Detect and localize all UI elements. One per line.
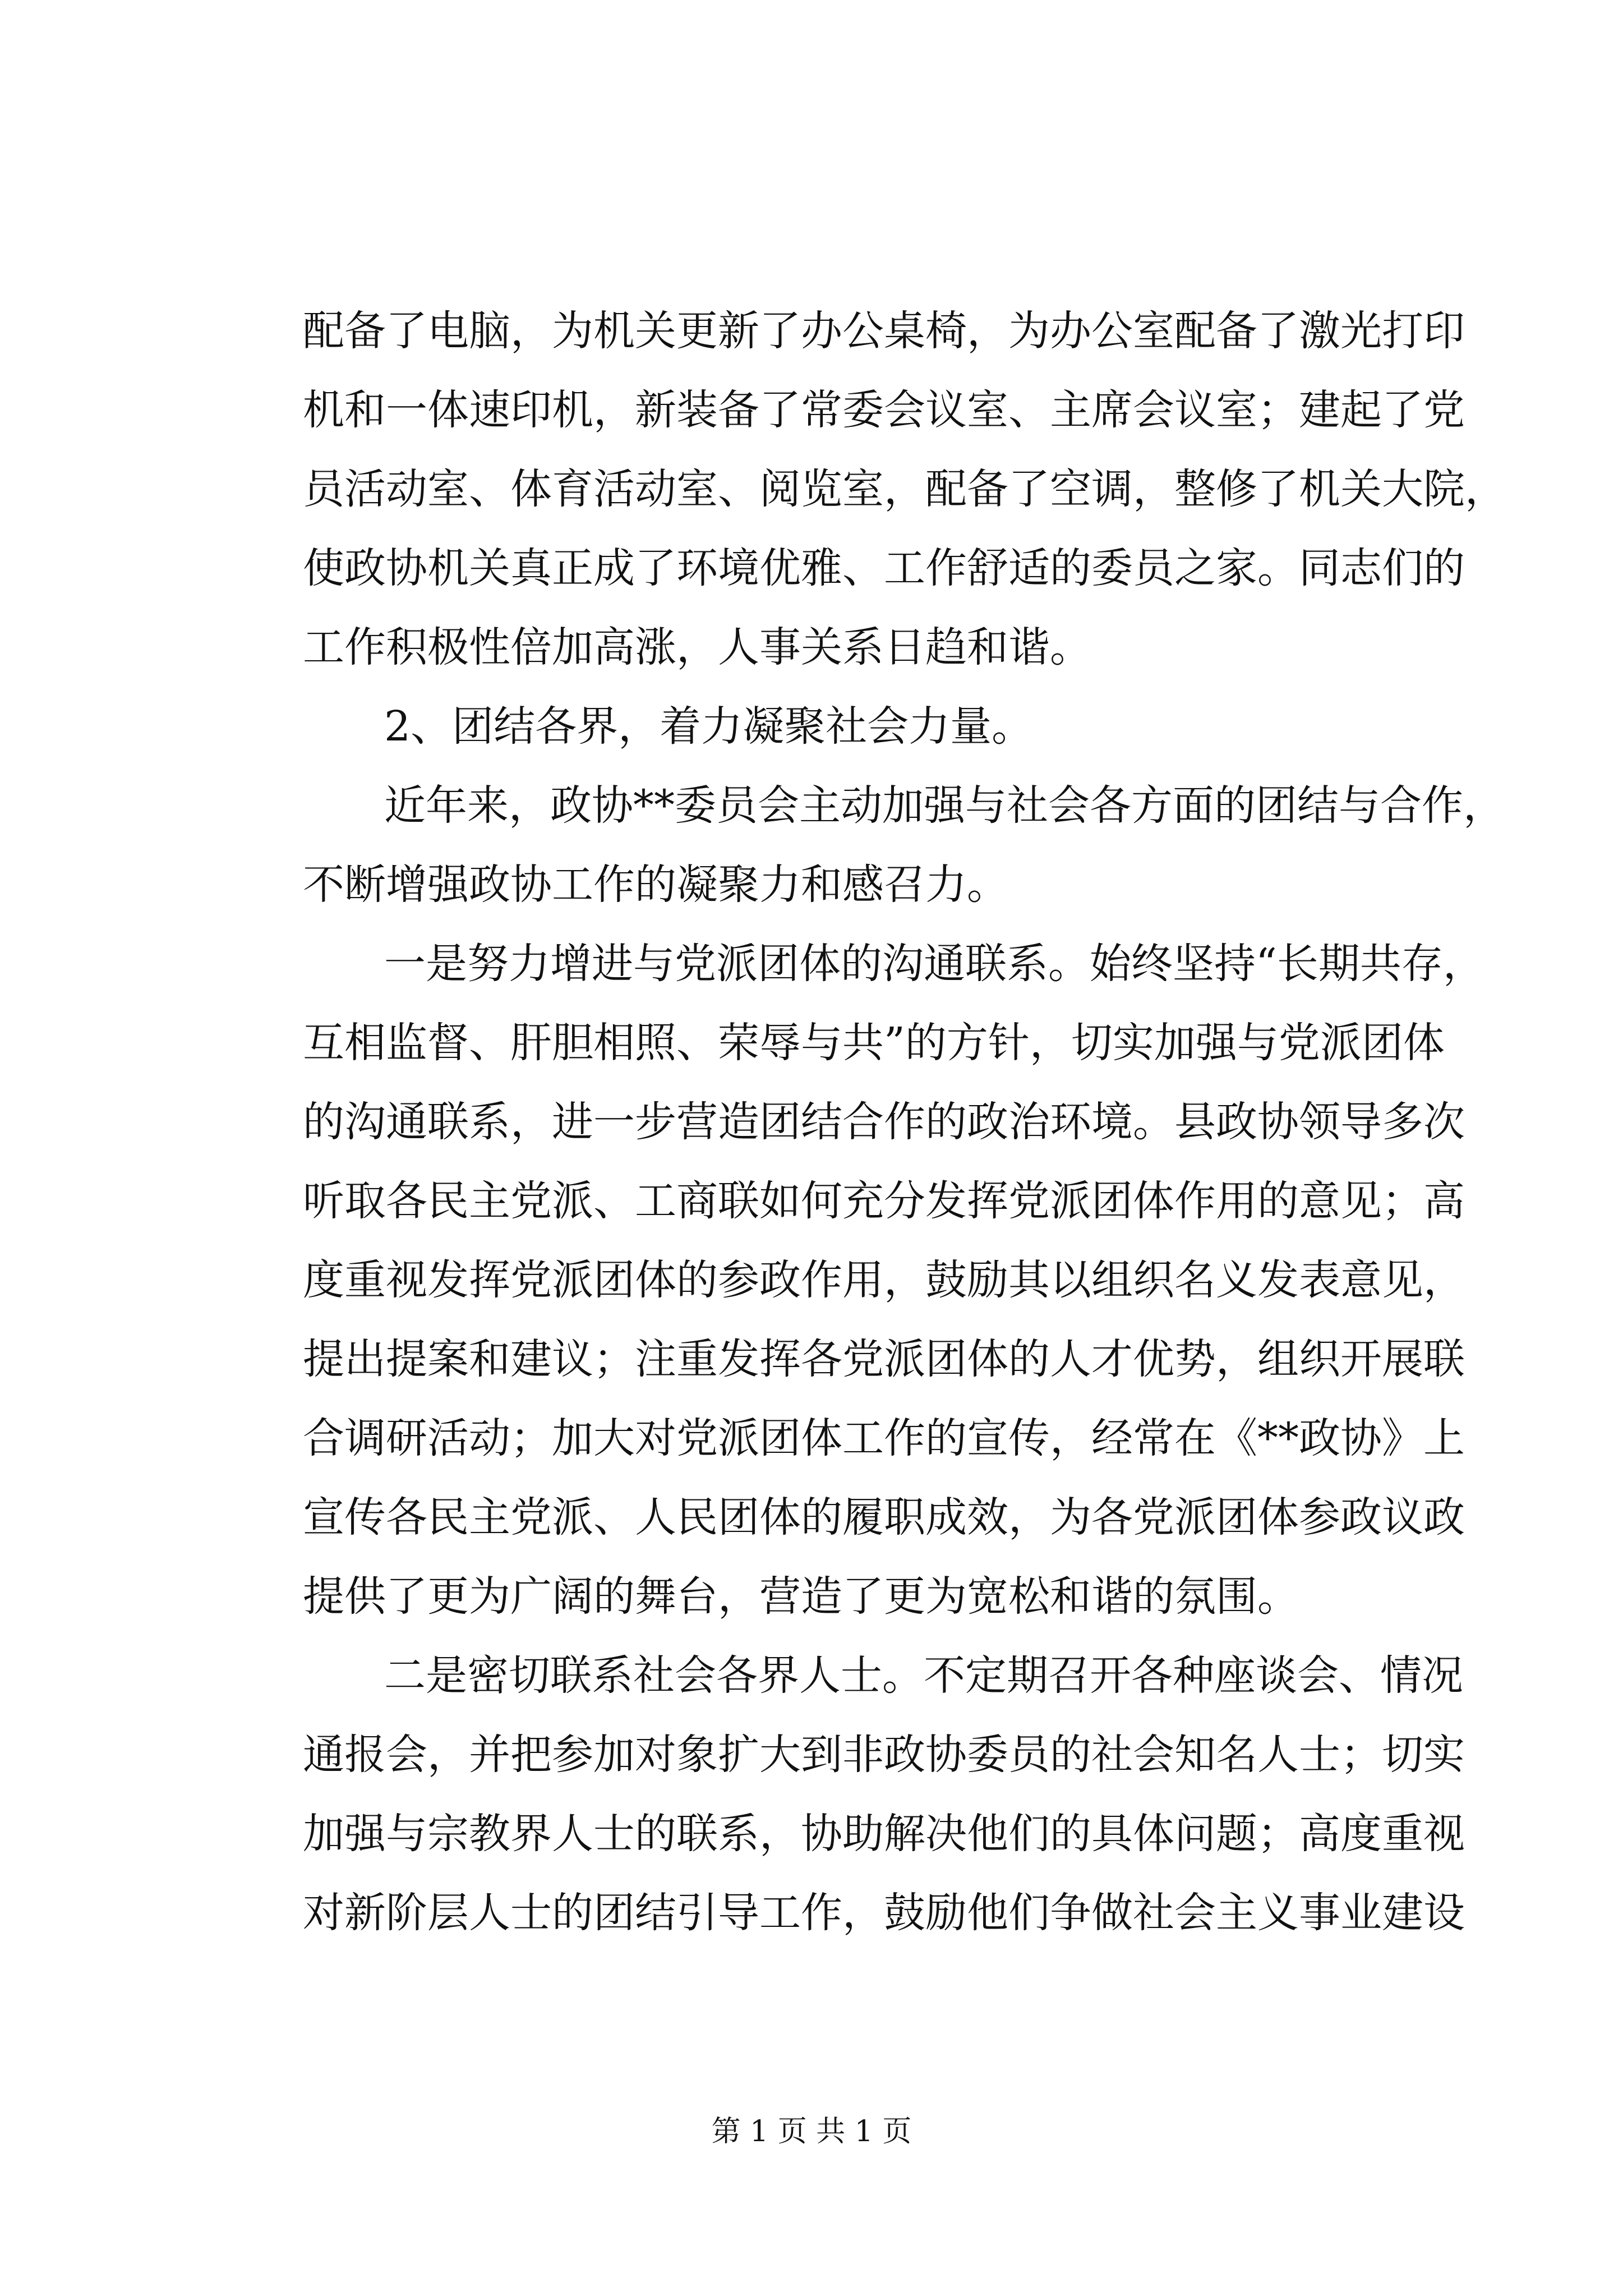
document-body <box>303 292 1506 1953</box>
text-line: 互相监督、肝胆相照、荣辱与共”的方针，切实加强与党派团体 <box>303 1019 1445 1067</box>
page-footer: 第 1 页 共 1 页 <box>711 2115 912 2148</box>
section-heading: 2、团结各界，着力凝聚社会力量。 <box>384 702 1034 751</box>
text-line: 一是努力增进与党派团体的沟通联系。始终坚持“长期共存， <box>384 940 1484 988</box>
text-line: 提供了更为广阔的舞台，营造了更为宽松和谐的氛围。 <box>303 1572 1299 1621</box>
text-line: 对新阶层人士的团结引导工作，鼓励他们争做社会主义事业建设 <box>303 1889 1465 1937</box>
text-line: 宣传各民主党派、人民团体的履职成效，为各党派团体参政议政 <box>303 1493 1465 1542</box>
text-line: 近年来，政协**委员会主动加强与社会各方面的团结与合作， <box>384 781 1505 830</box>
text-line: 度重视发挥党派团体的参政作用，鼓励其以组织名义发表意见， <box>303 1256 1465 1304</box>
text-line: 机和一体速印机，新装备了常委会议室、主席会议室；建起了党 <box>303 386 1465 434</box>
text-line: 二是密切联系社会各界人士。不定期召开各种座谈会、情况 <box>384 1651 1463 1700</box>
text-line: 提出提案和建议；注重发挥各党派团体的人才优势，组织开展联 <box>303 1335 1465 1383</box>
text-line: 加强与宗教界人士的联系，协助解决他们的具体问题；高度重视 <box>303 1810 1465 1858</box>
text-line: 使政协机关真正成了环境优雅、工作舒适的委员之家。同志们的 <box>303 544 1465 592</box>
text-line: 配备了电脑，为机关更新了办公桌椅，为办公室配备了激光打印 <box>303 307 1465 355</box>
text-line: 的沟通联系，进一步营造团结合作的政治环境。县政协领导多次 <box>303 1098 1465 1146</box>
text-line: 通报会，并把参加对象扩大到非政协委员的社会知名人士；切实 <box>303 1731 1465 1779</box>
text-line: 合调研活动；加大对党派团体工作的宣传，经常在《**政协》上 <box>303 1414 1465 1462</box>
text-line: 员活动室、体育活动室、阅览室，配备了空调，整修了机关大院， <box>303 465 1506 513</box>
text-line: 不断增强政协工作的凝聚力和感召力。 <box>303 861 1008 909</box>
text-line: 工作积极性倍加高涨，人事关系日趋和谐。 <box>303 623 1091 671</box>
text-line: 听取各民主党派、工商联如何充分发挥党派团体作用的意见；高 <box>303 1177 1465 1225</box>
